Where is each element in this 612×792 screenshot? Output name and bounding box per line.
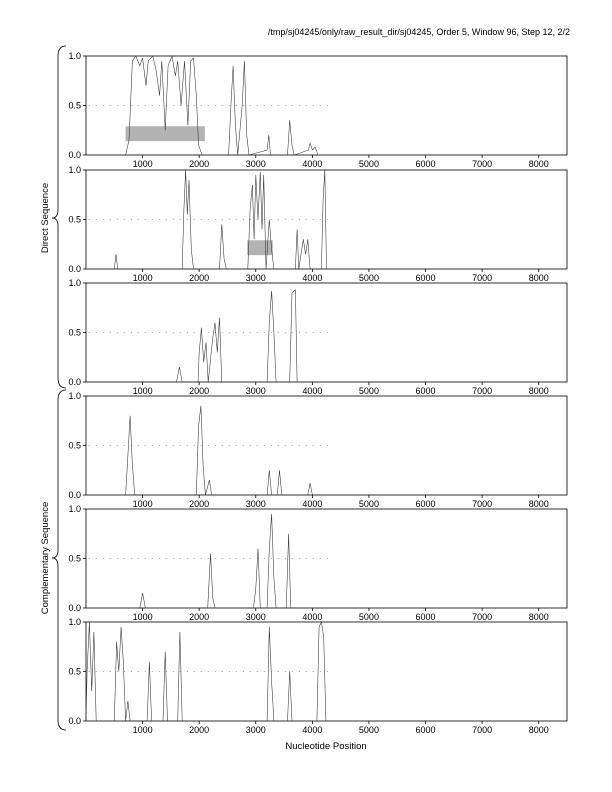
panels-layer <box>68 51 567 735</box>
x-tick-label: 2000 <box>189 273 210 283</box>
complementary-group-label: Complementary Sequence <box>40 501 51 615</box>
y-tick-label: 0.5 <box>68 666 81 677</box>
x-tick-label: 7000 <box>472 612 493 622</box>
page-header: /tmp/sj04245/only/raw_result_dir/sj04245, Order 5, Window 96, Step 12, 2/2 <box>267 27 570 37</box>
y-tick-label: 1.0 <box>68 391 81 401</box>
x-tick-label: 5000 <box>358 499 379 509</box>
panel-frame <box>86 622 567 721</box>
x-tick-label: 8000 <box>528 386 549 396</box>
x-tick-label: 1000 <box>132 273 153 283</box>
x-tick-label: 3000 <box>245 273 266 283</box>
y-tick-label: 0.0 <box>68 490 81 500</box>
x-tick-label: 4000 <box>302 273 323 283</box>
x-tick-label: 4000 <box>302 386 323 396</box>
probability-trace <box>86 622 567 721</box>
x-tick-label: 3000 <box>245 159 266 169</box>
y-tick-label: 0.0 <box>68 603 81 613</box>
x-tick-label: 5000 <box>358 159 379 169</box>
x-tick-label: 5000 <box>358 386 379 396</box>
orf-box-1 <box>247 240 272 255</box>
y-tick-label: 1.0 <box>68 278 81 288</box>
x-tick-label: 7000 <box>472 273 493 283</box>
x-tick-label: 3000 <box>245 499 266 509</box>
x-tick-label: 1000 <box>132 612 153 622</box>
probability-trace <box>86 290 567 382</box>
x-tick-label: 6000 <box>415 273 436 283</box>
x-tick-label: 1000 <box>132 159 153 169</box>
x-tick-label: 5000 <box>358 725 379 735</box>
x-tick-label: 4000 <box>302 159 323 169</box>
y-tick-label: 1.0 <box>68 617 81 627</box>
complementary-group-bracket <box>52 390 66 730</box>
x-tick-label: 5000 <box>358 273 379 283</box>
y-tick-label: 0.0 <box>68 377 81 387</box>
y-tick-label: 0.5 <box>68 553 81 564</box>
x-tick-label: 2000 <box>189 159 210 169</box>
x-tick-label: 8000 <box>528 159 549 169</box>
y-tick-label: 0.5 <box>68 100 81 111</box>
x-tick-label: 7000 <box>472 159 493 169</box>
x-tick-label: 3000 <box>245 612 266 622</box>
x-tick-label: 2000 <box>189 386 210 396</box>
y-tick-label: 0.5 <box>68 327 81 338</box>
x-tick-label: 4000 <box>302 499 323 509</box>
y-tick-label: 0.5 <box>68 214 81 225</box>
x-tick-label: 3000 <box>245 386 266 396</box>
y-tick-label: 1.0 <box>68 51 81 61</box>
panel-6 <box>68 617 567 735</box>
x-tick-label: 6000 <box>415 725 436 735</box>
probability-trace <box>86 170 567 269</box>
x-axis-label: Nucleotide Position <box>285 741 367 752</box>
x-tick-label: 2000 <box>189 725 210 735</box>
y-tick-label: 0.0 <box>68 716 81 726</box>
x-tick-label: 8000 <box>528 499 549 509</box>
x-tick-label: 8000 <box>528 273 549 283</box>
x-tick-label: 1000 <box>132 386 153 396</box>
y-tick-label: 1.0 <box>68 165 81 175</box>
panel-5 <box>68 504 567 622</box>
x-tick-label: 8000 <box>528 612 549 622</box>
panel-3 <box>68 278 567 396</box>
x-tick-label: 6000 <box>415 386 436 396</box>
direct-group-bracket <box>52 46 66 388</box>
panel-2 <box>68 165 567 283</box>
x-tick-label: 6000 <box>415 499 436 509</box>
panel-frame <box>86 509 567 608</box>
x-tick-label: 6000 <box>415 159 436 169</box>
x-tick-label: 7000 <box>472 386 493 396</box>
x-tick-label: 6000 <box>415 612 436 622</box>
panel-frame <box>86 396 567 495</box>
x-tick-label: 7000 <box>472 725 493 735</box>
y-tick-label: 0.5 <box>68 440 81 451</box>
x-tick-label: 4000 <box>302 612 323 622</box>
x-tick-label: 7000 <box>472 499 493 509</box>
x-tick-label: 8000 <box>528 725 549 735</box>
probability-trace <box>86 514 567 608</box>
x-tick-label: 5000 <box>358 612 379 622</box>
direct-group-label: Direct Sequence <box>40 182 51 254</box>
x-tick-label: 4000 <box>302 725 323 735</box>
panel-frame <box>86 283 567 382</box>
x-tick-label: 1000 <box>132 499 153 509</box>
panel-4 <box>68 391 567 509</box>
x-tick-label: 3000 <box>245 725 266 735</box>
y-tick-label: 0.0 <box>68 150 81 160</box>
probability-trace <box>86 406 567 495</box>
x-tick-label: 1000 <box>132 725 153 735</box>
x-tick-label: 2000 <box>189 612 210 622</box>
y-tick-label: 0.0 <box>68 264 81 274</box>
y-tick-label: 1.0 <box>68 504 81 514</box>
x-tick-label: 2000 <box>189 499 210 509</box>
panel-1 <box>68 51 567 169</box>
